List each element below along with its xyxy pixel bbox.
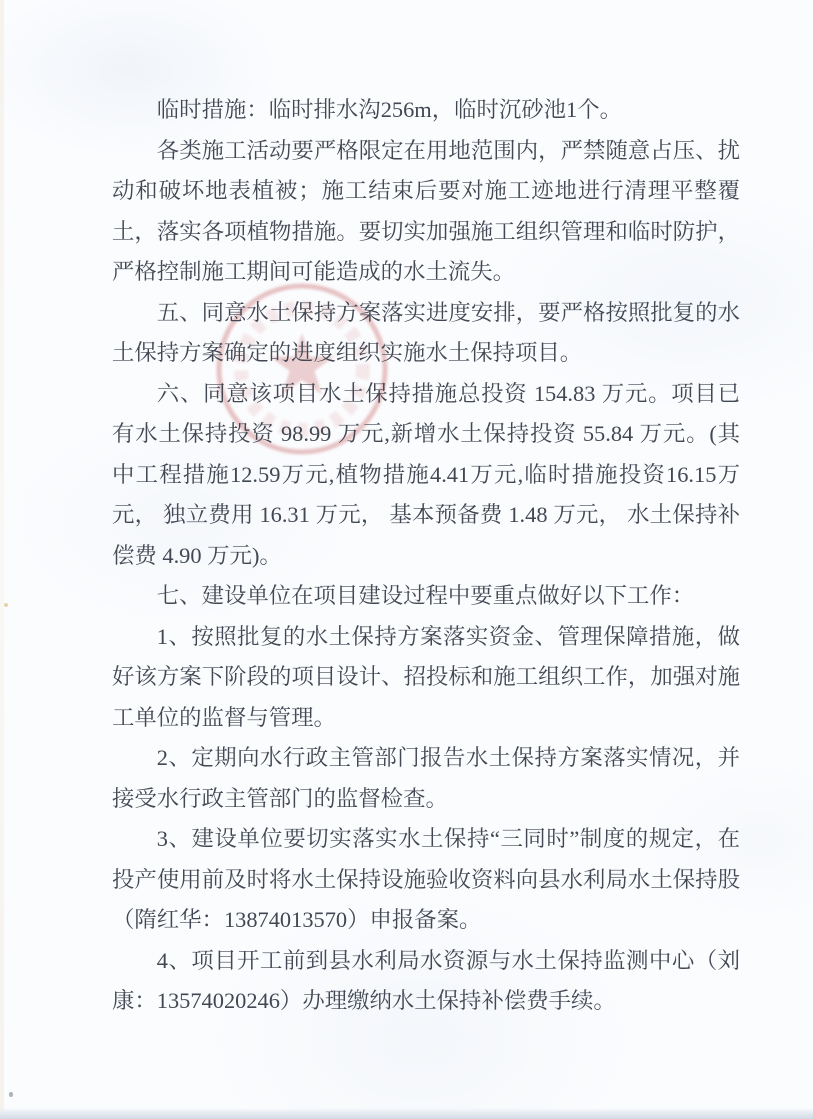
- document-body: [112, 90, 740, 1022]
- doc-paragraph-sub-4: 4、项目开工前到县水利局水资源与水土保持监测中心（刘康：13574020246）办理缴纳水土保持补偿费手续。: [112, 947, 740, 1013]
- scan-bottom-edge-shadow: [0, 1108, 813, 1119]
- scan-speck: [9, 1092, 13, 1097]
- doc-paragraph-item-5: 五、同意水土保持方案落实进度安排，要严格按照批复的水土保持方案确定的进度组织实施水土保持项目。: [112, 299, 740, 365]
- scan-left-edge-shadow: [0, 0, 4, 1119]
- doc-paragraph-temp-measures: 临时措施：临时排水沟256m，临时沉砂池1个。: [156, 97, 623, 122]
- scan-speck: [4, 603, 8, 607]
- doc-paragraph-construction-rules: 各类施工活动要严格限定在用地范围内，严禁随意占压、扰动和破坏地表植被；施工结束后要对施工迹地进行清理平整覆土，落实各项植物措施。要切实加强施工组织管理和临时防护，严格控制施工期间可能造成的水土流失。: [112, 137, 740, 284]
- doc-paragraph-sub-3: 3、建设单位要切实落实水土保持“三同时”制度的规定，在投产使用前及时将水土保持设施验收资料向县水利局水土保持股（隋红华：13874013570）申报备案。: [112, 826, 740, 932]
- doc-paragraph-item-6-investment: 六、同意该项目水土保持措施总投资 154.83 万元。项目已有水土保持投资 98.99 万元,新增水土保持投资 55.84 万元。(其中工程措施12.59万元,植物措施4.41万元,临时措施投资16.15万元， 独立费用 16.31 万元， 基本预备费 1.48 万元， 水土保持补偿费 4.90 万元)。: [112, 380, 740, 568]
- doc-paragraph-sub-1: 1、按照批复的水土保持方案落实资金、管理保障措施，做好该方案下阶段的项目设计、招投标和施工组织工作，加强对施工单位的监督与管理。: [112, 623, 740, 730]
- doc-paragraph-sub-2: 2、定期向水行政主管部门报告水土保持方案落实情况，并接受水行政主管部门的监督检查。: [112, 745, 740, 811]
- doc-paragraph-item-7: 七、建设单位在项目建设过程中要重点做好以下工作：: [156, 583, 695, 608]
